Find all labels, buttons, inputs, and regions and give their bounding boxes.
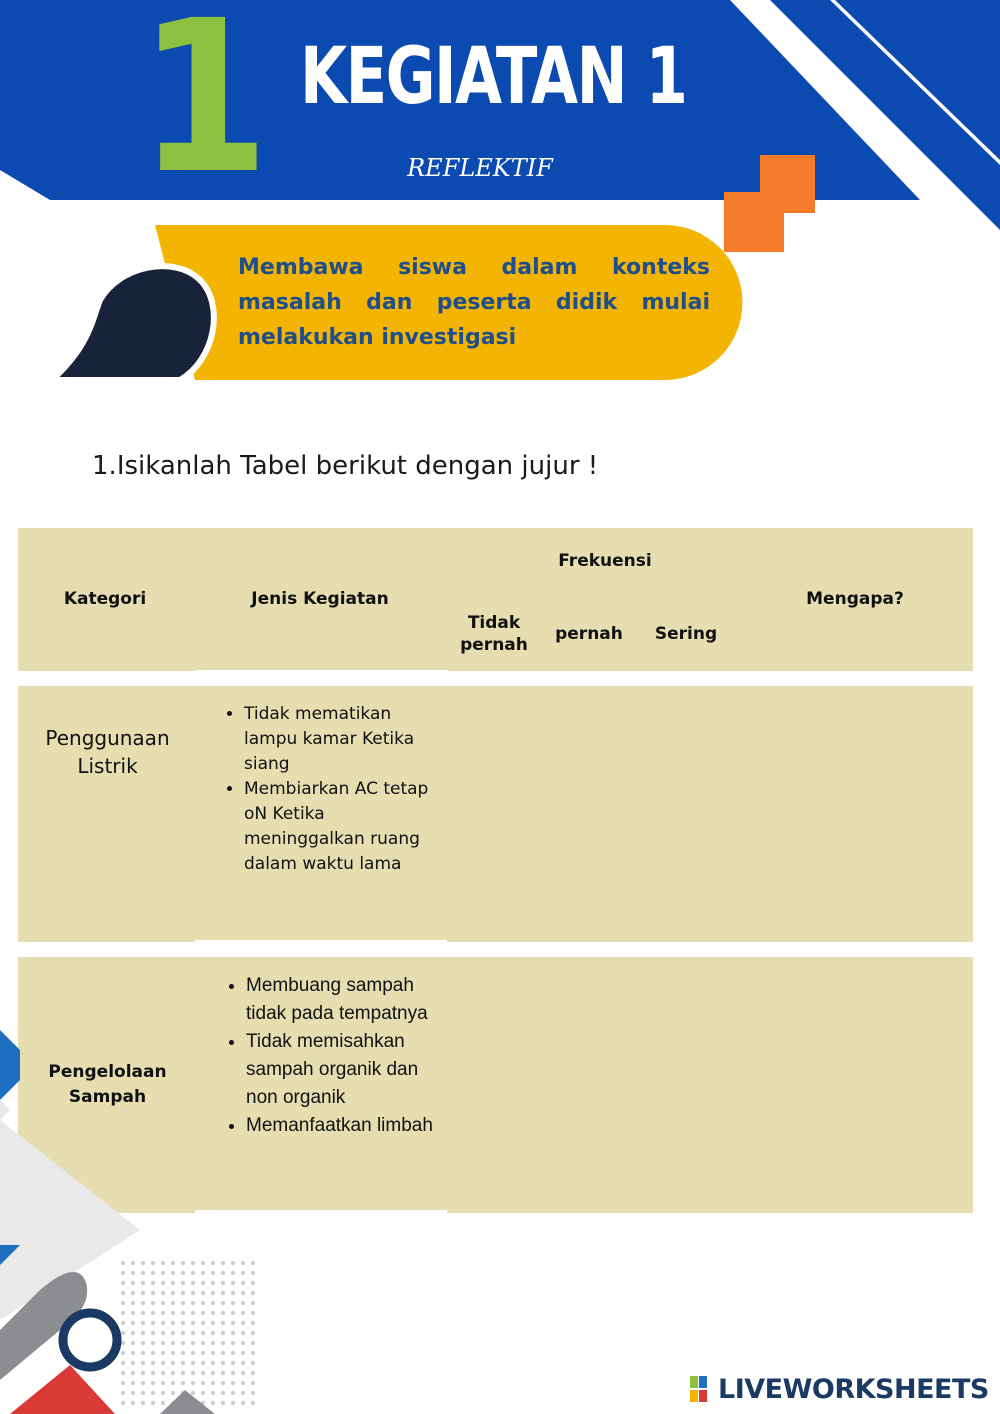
- objective-text: Membawa siswa dalam konteks masalah dan peserta didik mulai melakukan investigasi: [238, 255, 710, 350]
- instruction-text: Isikanlah Tabel berikut dengan jujur !: [116, 451, 599, 481]
- header-mengapa: Mengapa?: [806, 589, 904, 609]
- header-kategori: Kategori: [63, 589, 147, 609]
- brand-name: LIVEWORKSHEETS: [718, 1374, 989, 1405]
- activity-item: • Memanfaatkan limbah: [246, 1112, 437, 1140]
- answer-sering[interactable]: [645, 700, 727, 930]
- header-frekuensi: Frekuensi: [558, 551, 652, 571]
- row-kategori: Pengelolaan Sampah: [48, 1062, 167, 1107]
- header-tidak-pernah: Tidak pernah: [460, 613, 528, 655]
- answer-sering[interactable]: [645, 970, 727, 1200]
- answer-tidak-pernah[interactable]: [448, 700, 528, 930]
- header-sering: Sering: [654, 624, 718, 644]
- answer-pernah[interactable]: [545, 970, 633, 1200]
- header-jenis-kegiatan: Jenis Kegiatan: [251, 589, 389, 609]
- liveworksheets-logo-icon: [690, 1376, 716, 1404]
- activity-item: • Membuang sampah tidak pada tempatnya: [246, 972, 437, 1028]
- header-pernah: pernah: [555, 624, 623, 644]
- row-activities: [220, 702, 435, 877]
- answer-tidak-pernah[interactable]: [448, 970, 528, 1200]
- instruction-number: 1.: [92, 451, 117, 481]
- activity-item: • Membiarkan AC tetap oN Ketika meninggalkan ruang dalam waktu lama: [244, 777, 435, 877]
- activity-item: • Tidak memisahkan sampah organik dan non organik: [246, 1028, 437, 1112]
- answer-mengapa[interactable]: [740, 970, 965, 1200]
- footer-decoration: [0, 1020, 260, 1414]
- instruction: [92, 446, 792, 486]
- page-title: KEGIATAN 1: [300, 32, 687, 122]
- page-subtitle: REFLEKTIF: [407, 154, 553, 182]
- activity-number: 1: [138, 0, 270, 220]
- row-kategori: Penggunaan Listrik: [45, 726, 170, 778]
- answer-mengapa[interactable]: [740, 700, 965, 930]
- answer-pernah[interactable]: [545, 700, 633, 930]
- activity-item: • Tidak mematikan lampu kamar Ketika siang: [244, 702, 435, 777]
